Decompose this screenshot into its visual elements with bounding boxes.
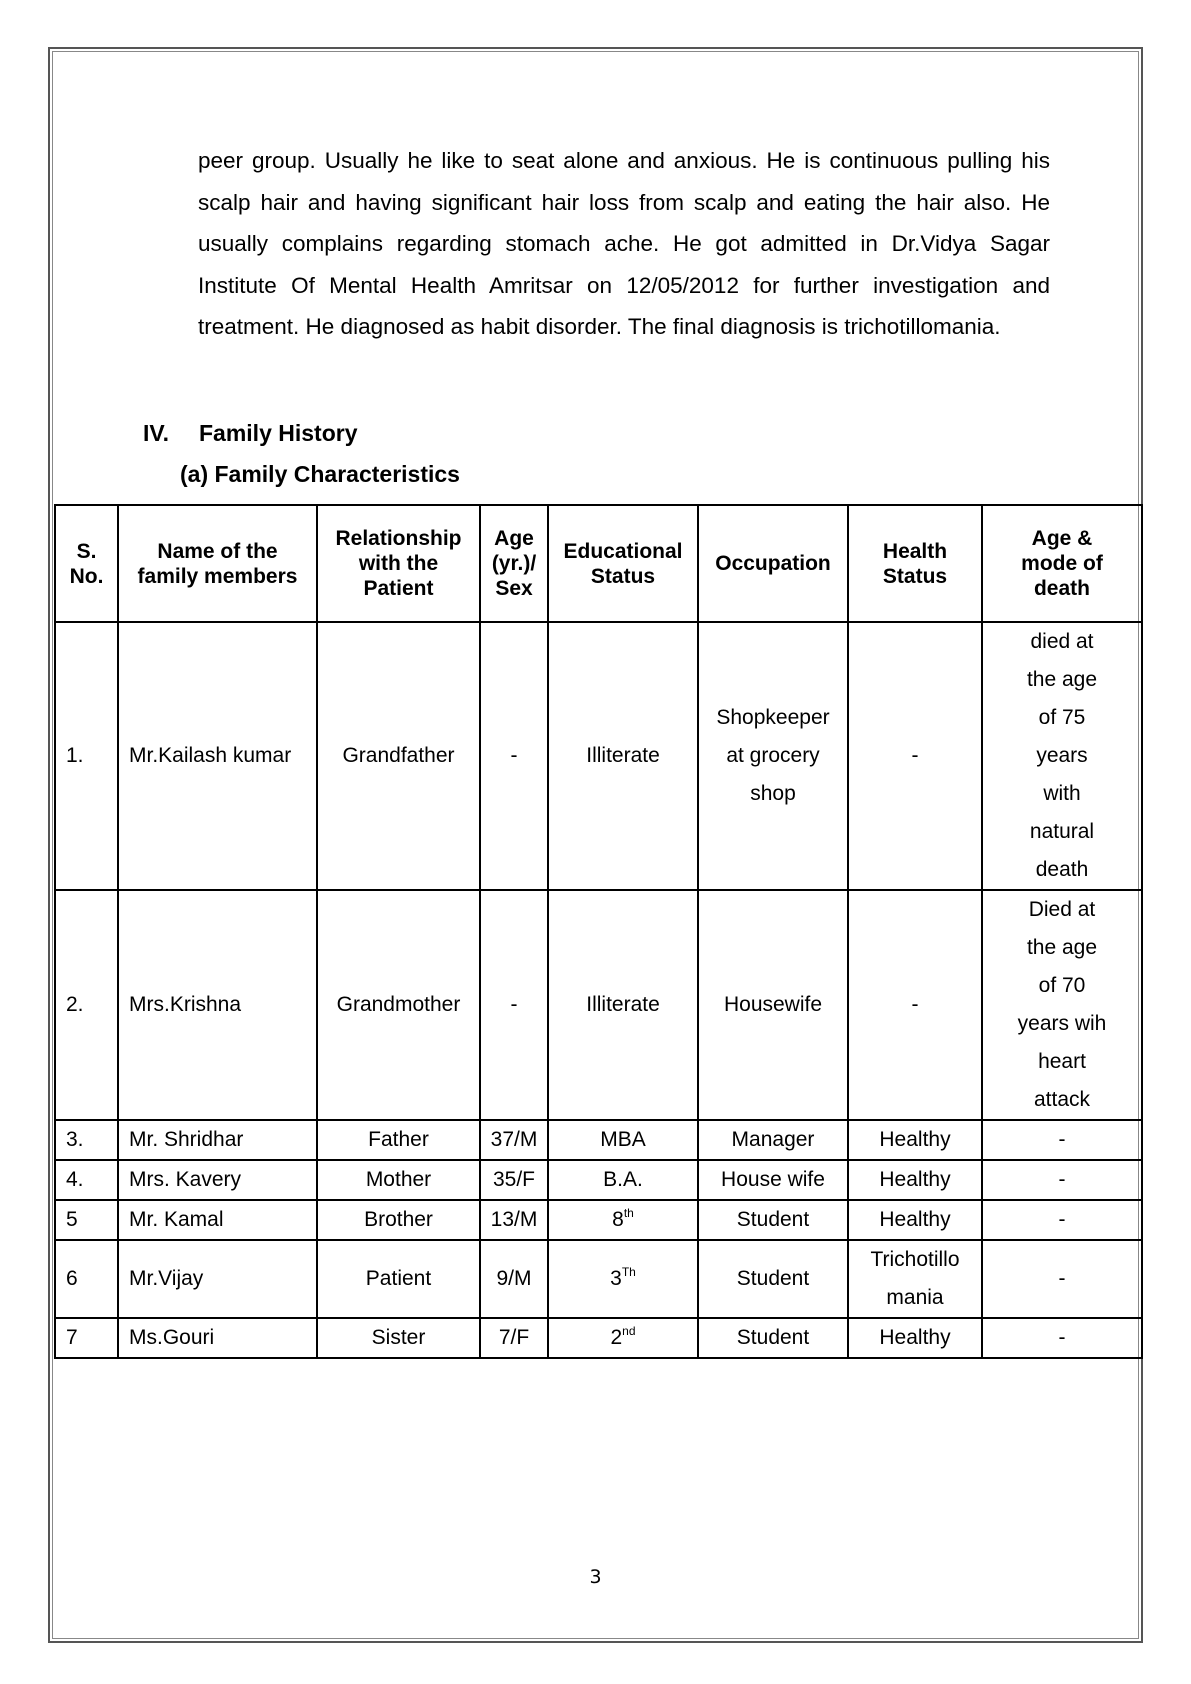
cell-relationship: Grandmother bbox=[317, 890, 480, 1120]
cell-line: the age bbox=[1026, 936, 1098, 959]
education-ordinal: nd bbox=[622, 1324, 636, 1338]
cell-death bbox=[982, 890, 1142, 1120]
cell-line: of 75 bbox=[1038, 706, 1086, 729]
cell-occupation: Student bbox=[698, 1240, 848, 1318]
section-heading-family-history bbox=[143, 420, 358, 447]
cell-occupation: Manager bbox=[698, 1120, 848, 1160]
cell-education bbox=[548, 1318, 698, 1358]
header-educational-status bbox=[548, 505, 698, 622]
header-line: mode of bbox=[1021, 552, 1103, 575]
cell-name: Mr.Kailash kumar bbox=[118, 622, 317, 890]
cell-occupation: Housewife bbox=[698, 890, 848, 1120]
cell-death: - bbox=[982, 1318, 1142, 1358]
cell-name: Mr. Kamal bbox=[118, 1200, 317, 1240]
cell-sno: 3. bbox=[55, 1120, 118, 1160]
header-line: (yr.)/ bbox=[491, 552, 537, 575]
cell-line: Trichotillo bbox=[870, 1248, 960, 1271]
cell-death: - bbox=[982, 1240, 1142, 1318]
cell-age-sex: 7/F bbox=[480, 1318, 548, 1358]
header-line: No. bbox=[69, 564, 104, 588]
cell-line: the age bbox=[1026, 668, 1098, 691]
cell-sno: 2. bbox=[55, 890, 118, 1120]
cell-line: heart bbox=[1038, 1050, 1086, 1073]
cell-occupation: Student bbox=[698, 1200, 848, 1240]
table-header-row bbox=[55, 505, 1142, 622]
table-row bbox=[55, 890, 1142, 1120]
header-line: Age bbox=[494, 527, 534, 550]
cell-health: - bbox=[848, 622, 982, 890]
cell-sno: 1. bbox=[55, 622, 118, 890]
header-age-sex bbox=[480, 505, 548, 622]
cell-line: natural bbox=[1029, 820, 1095, 843]
education-value: 8 bbox=[612, 1208, 624, 1231]
cell-line: mania bbox=[886, 1286, 944, 1309]
table-row bbox=[55, 622, 1142, 890]
cell-health: Healthy bbox=[848, 1120, 982, 1160]
cell-death: - bbox=[982, 1120, 1142, 1160]
table-row bbox=[55, 1200, 1142, 1240]
cell-age-sex: 13/M bbox=[480, 1200, 548, 1240]
cell-name: Mrs.Krishna bbox=[118, 890, 317, 1120]
header-occupation: Occupation bbox=[698, 505, 848, 622]
education-value: 3 bbox=[610, 1267, 622, 1290]
header-age-mode-of-death bbox=[982, 505, 1142, 622]
cell-relationship: Mother bbox=[317, 1160, 480, 1200]
header-line: death bbox=[1033, 577, 1090, 600]
cell-education bbox=[548, 1200, 698, 1240]
cell-education: Illiterate bbox=[548, 890, 698, 1120]
header-line: Relationship bbox=[335, 527, 462, 550]
cell-health: Healthy bbox=[848, 1318, 982, 1358]
cell-health: Healthy bbox=[848, 1160, 982, 1200]
cell-sno: 5 bbox=[55, 1200, 118, 1240]
table-row bbox=[55, 1318, 1142, 1358]
header-line: Name of the bbox=[157, 539, 278, 563]
cell-line: shop bbox=[750, 782, 796, 805]
cell-line: death bbox=[1035, 858, 1089, 881]
cell-line: at grocery bbox=[726, 744, 820, 767]
header-name bbox=[118, 505, 317, 622]
header-line: Health bbox=[882, 539, 948, 563]
header-line: Status bbox=[882, 564, 948, 588]
header-line: Patient bbox=[363, 577, 434, 600]
cell-relationship: Sister bbox=[317, 1318, 480, 1358]
cell-education: MBA bbox=[548, 1120, 698, 1160]
cell-education: B.A. bbox=[548, 1160, 698, 1200]
cell-death bbox=[982, 622, 1142, 890]
header-line: Age & bbox=[1031, 527, 1093, 550]
cell-name: Mr.Vijay bbox=[118, 1240, 317, 1318]
cell-education: Illiterate bbox=[548, 622, 698, 890]
cell-occupation bbox=[698, 622, 848, 890]
cell-line: of 70 bbox=[1038, 974, 1086, 997]
education-ordinal: th bbox=[623, 1206, 634, 1220]
section-number: IV. bbox=[143, 420, 170, 446]
cell-relationship: Patient bbox=[317, 1240, 480, 1318]
cell-sno: 7 bbox=[55, 1318, 118, 1358]
header-health-status bbox=[848, 505, 982, 622]
cell-age-sex: 35/F bbox=[480, 1160, 548, 1200]
section-title: Family History bbox=[199, 420, 358, 446]
cell-death: - bbox=[982, 1200, 1142, 1240]
table-row bbox=[55, 1160, 1142, 1200]
cell-age-sex: - bbox=[480, 622, 548, 890]
cell-line: years bbox=[1036, 744, 1088, 767]
cell-line: years wih bbox=[1017, 1012, 1107, 1035]
cell-sno: 4. bbox=[55, 1160, 118, 1200]
cell-education bbox=[548, 1240, 698, 1318]
cell-age-sex: 9/M bbox=[480, 1240, 548, 1318]
education-value: 2 bbox=[610, 1326, 623, 1349]
cell-name: Mr. Shridhar bbox=[118, 1120, 317, 1160]
cell-age-sex: - bbox=[480, 890, 548, 1120]
header-line: Educational bbox=[563, 539, 683, 563]
table-row bbox=[55, 1120, 1142, 1160]
case-history-paragraph: peer group. Usually he like to seat alone and anxious. He is continuous pulling his scalp hair and having significant hair loss from scalp and eating the hair also. He usually complains regarding stomach ache. He got admitted in Dr.Vidya Sagar Institute Of Mental Health Amritsar on 12/05/2012 for further investigation and treatment. He diagnosed as habit disorder. The final diagnosis is trichotillomania. bbox=[198, 148, 1050, 339]
cell-name: Ms.Gouri bbox=[118, 1318, 317, 1358]
cell-line: with bbox=[1043, 782, 1081, 805]
header-sno bbox=[55, 505, 118, 622]
family-characteristics-table bbox=[54, 504, 1143, 1359]
header-line: Status bbox=[590, 564, 656, 588]
cell-line: attack bbox=[1033, 1088, 1091, 1111]
cell-line: Shopkeeper bbox=[716, 706, 830, 729]
header-line: with the bbox=[358, 552, 439, 575]
header-line: Sex bbox=[495, 577, 533, 600]
header-line: S. bbox=[76, 539, 97, 563]
subsection-heading: (a) Family Characteristics bbox=[180, 461, 460, 487]
cell-line: died at bbox=[1030, 630, 1094, 653]
cell-occupation: Student bbox=[698, 1318, 848, 1358]
cell-health: - bbox=[848, 890, 982, 1120]
cell-age-sex: 37/M bbox=[480, 1120, 548, 1160]
cell-line: Died at bbox=[1028, 898, 1096, 921]
header-relationship bbox=[317, 505, 480, 622]
cell-relationship: Grandfather bbox=[317, 622, 480, 890]
page-number: 3 bbox=[589, 1566, 602, 1588]
cell-death: - bbox=[982, 1160, 1142, 1200]
cell-relationship: Brother bbox=[317, 1200, 480, 1240]
cell-relationship: Father bbox=[317, 1120, 480, 1160]
cell-health bbox=[848, 1240, 982, 1318]
table-row bbox=[55, 1240, 1142, 1318]
cell-name: Mrs. Kavery bbox=[118, 1160, 317, 1200]
cell-health: Healthy bbox=[848, 1200, 982, 1240]
education-ordinal: Th bbox=[621, 1265, 636, 1279]
header-line: family members bbox=[137, 564, 298, 588]
cell-sno: 6 bbox=[55, 1240, 118, 1318]
cell-occupation: House wife bbox=[698, 1160, 848, 1200]
